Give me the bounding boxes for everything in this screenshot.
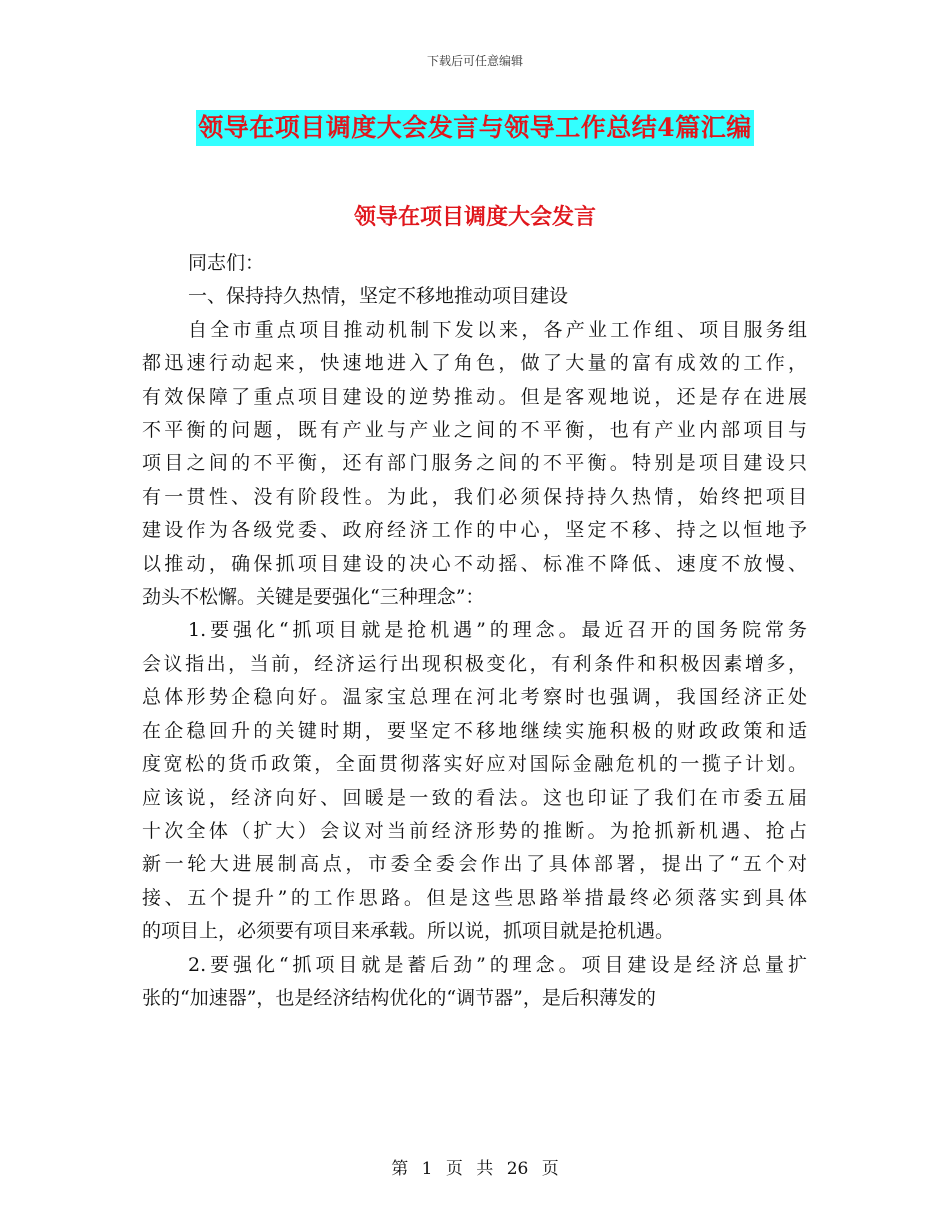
paragraph-line: 建设作为各级党委、政府经济工作的中心，坚定不移、持之以恒地予 [142, 519, 807, 542]
paragraph-line: 2.要强化“抓项目就是蓄后劲”的理念。项目建设是经济总量扩 [188, 953, 807, 976]
paragraph-line: 度宽松的货币政策，全面贯彻落实好应对国际金融危机的一揽子计划。 [142, 753, 807, 776]
paragraph-line: 接、五个提升”的工作思路。但是这些思路举措最终必须落实到具体 [142, 886, 807, 909]
page-header-note: 下载后可任意编辑 [426, 54, 523, 68]
paragraph-line: 新一轮大进展制高点，市委全委会作出了具体部署，提出了“五个对 [142, 853, 807, 876]
paragraph-line: 劲头不松懈。关键是要强化“三种理念”： [142, 586, 485, 609]
paragraph-line: 都迅速行动起来，快速地进入了角色，做了大量的富有成效的工作， [142, 352, 807, 375]
paragraph-line: 总体形势企稳向好。温家宝总理在河北考察时也强调，我国经济正处 [142, 686, 807, 709]
paragraph-line: 十次全体（扩大）会议对当前经济形势的推断。为抢抓新机遇、抢占 [142, 819, 807, 842]
document-title: 领导在项目调度大会发言与领导工作总结4篇汇编 [196, 110, 753, 146]
paragraph-line: 在企稳回升的关键时期，要坚定不移地继续实施积极的财政政策和适 [142, 719, 807, 742]
paragraph-line: 自全市重点项目推动机制下发以来，各产业工作组、项目服务组 [188, 318, 807, 341]
salutation: 同志们： [188, 252, 265, 274]
paragraph-line: 的项目上，必须要有项目来承载。所以说，抓项目就是抢机遇。 [142, 920, 675, 943]
paragraph-line: 会议指出，当前，经济运行出现积极变化，有利条件和积极因素增多， [142, 652, 807, 675]
page-footer: 第 1 页 共 26 页 [391, 1159, 559, 1179]
paragraph-line: 张的“加速器”，也是经济结构优化的“调节器”，是后积薄发的 [142, 986, 656, 1009]
document-body [142, 247, 807, 1015]
paragraph-2 [142, 614, 807, 948]
paragraph-line: 以推动，确保抓项目建设的决心不动摇、标准不降低、速度不放慢、 [142, 552, 807, 575]
paragraph-line: 有效保障了重点项目建设的逆势推动。但是客观地说，还是存在进展 [142, 385, 807, 408]
paragraph-1 [142, 314, 807, 615]
document-title-container [0, 110, 950, 146]
paragraph-line: 项目之间的不平衡，还有部门服务之间的不平衡。特别是项目建设只 [142, 452, 807, 475]
paragraph-line: 不平衡的问题，既有产业与产业之间的不平衡，也有产业内部项目与 [142, 419, 807, 442]
paragraph-line: 应该说，经济向好、回暖是一致的看法。这也印证了我们在市委五届 [142, 786, 807, 809]
section-title: 领导在项目调度大会发言 [353, 204, 596, 230]
heading-1: 一、保持持久热情，坚定不移地推动项目建设 [188, 285, 569, 308]
paragraph-line: 有一贯性、没有阶段性。为此，我们必须保持持久热情，始终把项目 [142, 485, 807, 508]
paragraph-line: 1.要强化“抓项目就是抢机遇”的理念。最近召开的国务院常务 [188, 619, 807, 642]
paragraph-3 [142, 949, 807, 1016]
